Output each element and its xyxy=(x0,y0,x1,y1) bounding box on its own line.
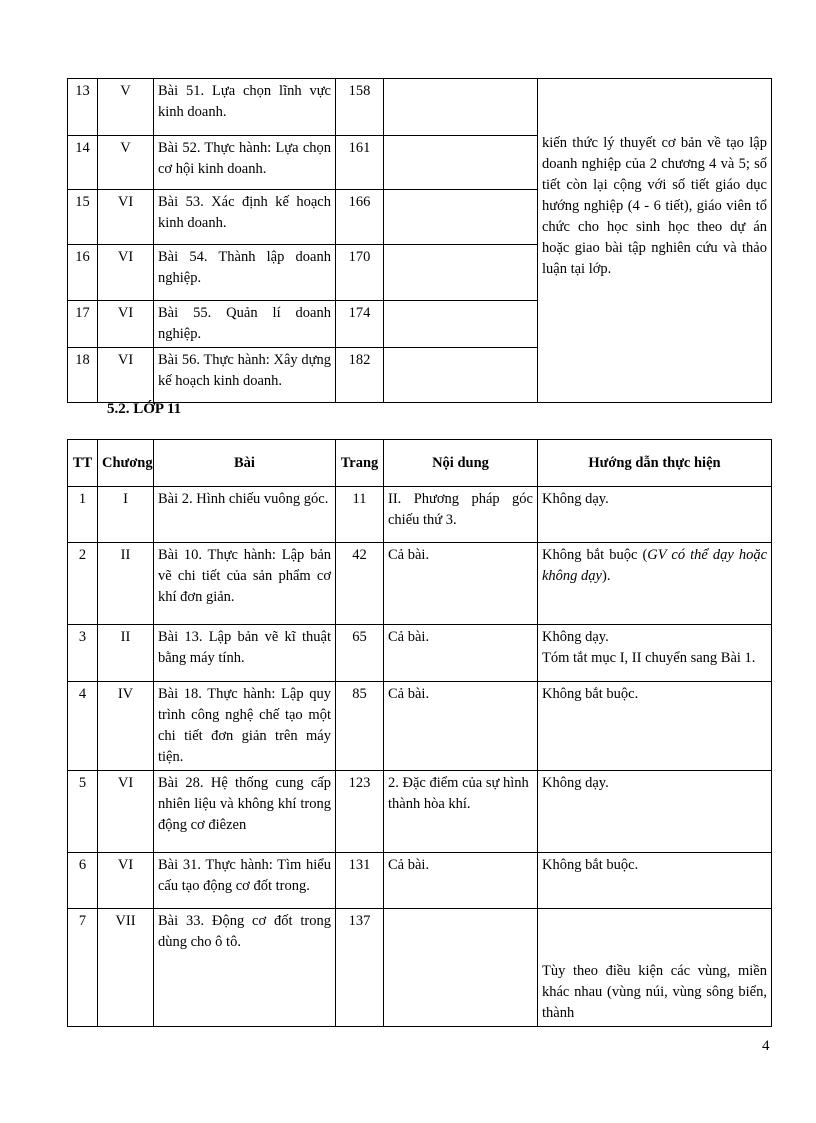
trang-cell: 123 xyxy=(336,771,384,853)
page-number: 4 xyxy=(762,1038,770,1054)
tt-cell: 18 xyxy=(68,348,98,403)
bai-cell: Bài 51. Lựa chọn lĩnh vực kinh doanh. xyxy=(154,79,336,136)
tt-cell: 16 xyxy=(68,245,98,301)
chuong-cell: VI xyxy=(98,245,154,301)
table-row xyxy=(68,909,772,1027)
chuong-cell: VI xyxy=(98,190,154,245)
trang-cell: 11 xyxy=(336,487,384,543)
bai-cell: Bài 33. Động cơ đốt trong dùng cho ô tô. xyxy=(154,909,336,1027)
chuong-cell: VI xyxy=(98,853,154,909)
trang-cell: 170 xyxy=(336,245,384,301)
noidung-cell: Cả bài. xyxy=(384,625,538,682)
huongdan-merged-cell: kiến thức lý thuyết cơ bản về tạo lập doanh nghiệp của 2 chương 4 và 5; số tiết còn lại cộng với số tiết giáo dục hướng nghiệp (4 - 6 tiết), giáo viên tổ chức cho học sinh học theo dự án hoặc giao bài tập nghiên cứu và thảo luận tại lớp. xyxy=(538,79,772,403)
header-tt: TT xyxy=(68,440,98,487)
table-header-row xyxy=(68,440,772,487)
bai-cell: Bài 56. Thực hành: Xây dựng kế hoạch kinh doanh. xyxy=(154,348,336,403)
tt-cell: 4 xyxy=(68,682,98,771)
noidung-cell xyxy=(384,301,538,348)
table-row xyxy=(68,682,772,771)
trang-cell: 65 xyxy=(336,625,384,682)
table-row xyxy=(68,625,772,682)
tt-cell: 14 xyxy=(68,136,98,190)
tt-cell: 3 xyxy=(68,625,98,682)
huongdan-italic-note: GV có thể dạy hoặc không dạy xyxy=(542,547,768,584)
header-chuong: Chương xyxy=(98,440,154,487)
bai-cell: Bài 54. Thành lập doanh nghiệp. xyxy=(154,245,336,301)
huongdan-text-end: ). xyxy=(602,568,611,584)
tt-cell: 2 xyxy=(68,543,98,625)
huongdan-cell: Không dạy. xyxy=(538,771,772,853)
noidung-cell xyxy=(384,79,538,136)
tt-cell: 17 xyxy=(68,301,98,348)
table-row xyxy=(68,487,772,543)
noidung-cell: Cả bài. xyxy=(384,543,538,625)
header-huongdan: Hướng dẫn thực hiện xyxy=(538,440,772,487)
section-title: 5.2. LỚP 11 xyxy=(107,401,182,417)
trang-cell: 174 xyxy=(336,301,384,348)
chuong-cell: V xyxy=(98,79,154,136)
tt-cell: 7 xyxy=(68,909,98,1027)
noidung-cell xyxy=(384,245,538,301)
tt-cell: 5 xyxy=(68,771,98,853)
tt-cell: 6 xyxy=(68,853,98,909)
trang-cell: 42 xyxy=(336,543,384,625)
table-row xyxy=(68,771,772,853)
chuong-cell: II xyxy=(98,543,154,625)
tt-cell: 1 xyxy=(68,487,98,543)
table-row xyxy=(68,853,772,909)
chuong-cell: VII xyxy=(98,909,154,1027)
chuong-cell: VI xyxy=(98,348,154,403)
tt-cell: 15 xyxy=(68,190,98,245)
noidung-cell: 2. Đặc điểm của sự hình thành hòa khí. xyxy=(384,771,538,853)
trang-cell: 158 xyxy=(336,79,384,136)
chuong-cell: VI xyxy=(98,301,154,348)
table-row xyxy=(68,543,772,625)
header-noidung: Nội dung xyxy=(384,440,538,487)
header-bai: Bài xyxy=(154,440,336,487)
noidung-cell: II. Phương pháp góc chiếu thứ 3. xyxy=(384,487,538,543)
tt-cell: 13 xyxy=(68,79,98,136)
bai-cell: Bài 10. Thực hành: Lập bản vẽ chi tiết của sản phẩm cơ khí đơn giản. xyxy=(154,543,336,625)
lesson-table-grade-11 xyxy=(67,439,772,1027)
huongdan-cell: Không bắt buộc. xyxy=(538,682,772,771)
bai-cell: Bài 13. Lập bản vẽ kĩ thuật bằng máy tính. xyxy=(154,625,336,682)
chuong-cell: VI xyxy=(98,771,154,853)
noidung-cell xyxy=(384,190,538,245)
chuong-cell: V xyxy=(98,136,154,190)
table-row xyxy=(68,79,772,136)
bai-cell: Bài 28. Hệ thống cung cấp nhiên liệu và không khí trong động cơ điêzen xyxy=(154,771,336,853)
huongdan-text: Không bắt buộc ( xyxy=(542,547,648,563)
noidung-cell: Cả bài. xyxy=(384,853,538,909)
chuong-cell: II xyxy=(98,625,154,682)
header-trang: Trang xyxy=(336,440,384,487)
trang-cell: 85 xyxy=(336,682,384,771)
bai-cell: Bài 55. Quản lí doanh nghiệp. xyxy=(154,301,336,348)
noidung-cell: Cả bài. xyxy=(384,682,538,771)
noidung-cell xyxy=(384,136,538,190)
huongdan-line-2: Tóm tắt mục I, II chuyển sang Bài 1. xyxy=(542,650,756,666)
lesson-table-continued xyxy=(67,78,772,403)
huongdan-line-1: Không dạy. xyxy=(542,629,609,645)
bai-cell: Bài 2. Hình chiếu vuông góc. xyxy=(154,487,336,543)
chuong-cell: I xyxy=(98,487,154,543)
bai-cell: Bài 31. Thực hành: Tìm hiểu cấu tạo động cơ đốt trong. xyxy=(154,853,336,909)
chuong-cell: IV xyxy=(98,682,154,771)
bai-cell: Bài 18. Thực hành: Lập quy trình công nghệ chế tạo một chi tiết đơn giản trên máy tiện. xyxy=(154,682,336,771)
bai-cell: Bài 53. Xác định kế hoạch kinh doanh. xyxy=(154,190,336,245)
bai-cell: Bài 52. Thực hành: Lựa chọn cơ hội kinh doanh. xyxy=(154,136,336,190)
huongdan-cell xyxy=(538,543,772,625)
trang-cell: 166 xyxy=(336,190,384,245)
huongdan-cell xyxy=(538,625,772,682)
noidung-cell xyxy=(384,909,538,1027)
huongdan-cell: Tùy theo điều kiện các vùng, miền khác nhau (vùng núi, vùng sông biển, thành xyxy=(538,909,772,1027)
trang-cell: 137 xyxy=(336,909,384,1027)
huongdan-cell: Không bắt buộc. xyxy=(538,853,772,909)
noidung-cell xyxy=(384,348,538,403)
trang-cell: 161 xyxy=(336,136,384,190)
trang-cell: 182 xyxy=(336,348,384,403)
huongdan-cell: Không dạy. xyxy=(538,487,772,543)
trang-cell: 131 xyxy=(336,853,384,909)
